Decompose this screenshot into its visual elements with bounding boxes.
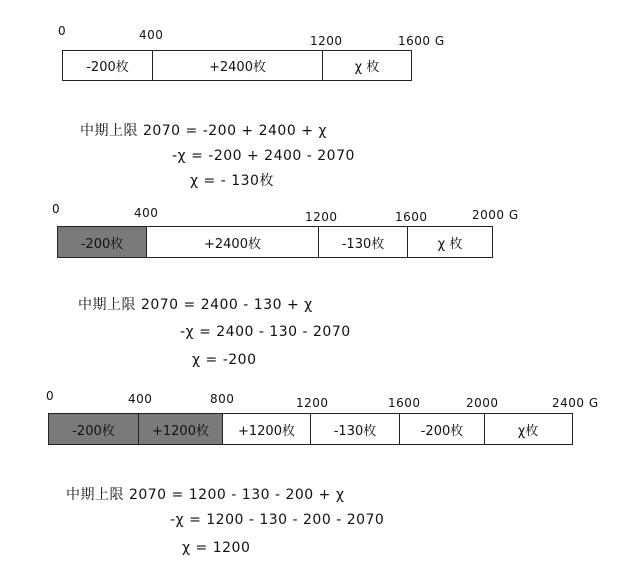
tick-label: 0 [52, 202, 61, 216]
bar-segment [63, 51, 153, 80]
segment-label: χ 枚 [354, 60, 380, 75]
segment-label: -200枚 [80, 236, 124, 252]
bar-segment [147, 227, 319, 257]
equation-line: 中期上限 2070 = -200 + 2400 + χ [80, 123, 327, 139]
segment-label: -130枚 [333, 423, 377, 439]
equation-line: χ = 1200 [182, 540, 251, 556]
bar-segment [153, 51, 323, 80]
tick-label: 1600 [388, 396, 421, 410]
tick-label: 800 [210, 392, 235, 406]
equation-line: -χ = -200 + 2400 - 2070 [172, 148, 355, 164]
bar-segment [49, 414, 139, 444]
tick-label: 1200 [310, 34, 343, 48]
bar-segment [485, 414, 571, 444]
segment-label: +2400枚 [204, 236, 261, 252]
segment-label: +1200枚 [238, 423, 295, 439]
bar-segment [311, 414, 400, 444]
bar-segment [400, 414, 485, 444]
bar-segment [323, 51, 411, 80]
tick-label: 1600 G [398, 34, 445, 48]
bar-segment [223, 414, 311, 444]
segment-label: χ枚 [517, 423, 539, 439]
segment-label: +1200枚 [152, 423, 209, 439]
equation-line: 中期上限 2070 = 1200 - 130 - 200 + χ [66, 487, 345, 503]
tick-label: 0 [58, 24, 67, 38]
bar-3 [48, 413, 573, 445]
bar-1 [62, 50, 412, 81]
equation-line: -χ = 2400 - 130 - 2070 [180, 324, 351, 340]
tick-label: 0 [46, 389, 55, 403]
equation-line: -χ = 1200 - 130 - 200 - 2070 [170, 512, 385, 528]
tick-label: 2400 G [552, 396, 599, 410]
bar-segment [408, 227, 492, 257]
tick-label: 1200 [305, 210, 338, 224]
tick-label: 2000 G [472, 208, 519, 222]
tick-label: 400 [139, 28, 164, 42]
bar-segment [139, 414, 223, 444]
bar-segment [319, 227, 408, 257]
segment-label: -200枚 [72, 423, 115, 439]
segment-label: χ 枚 [437, 236, 463, 252]
equation-line: χ = - 130枚 [190, 173, 274, 189]
tick-label: 2000 [466, 396, 499, 410]
tick-label: 1600 [395, 210, 428, 224]
bar-2 [57, 226, 493, 258]
tick-label: 400 [128, 392, 153, 406]
segment-label: -200枚 [86, 60, 129, 75]
tick-label: 1200 [296, 396, 329, 410]
bar-segment [58, 227, 147, 257]
segment-label: +2400枚 [209, 60, 266, 75]
equation-line: χ = -200 [192, 352, 257, 368]
equation-line: 中期上限 2070 = 2400 - 130 + χ [78, 297, 313, 313]
segment-label: -200枚 [420, 423, 464, 439]
tick-label: 400 [134, 206, 159, 220]
segment-label: -130枚 [341, 236, 385, 252]
